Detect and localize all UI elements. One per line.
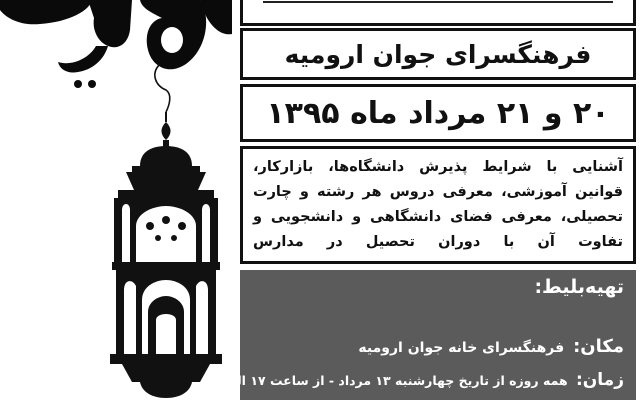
lantern-icon bbox=[110, 64, 222, 398]
event-dates: ۲۰ و ۲۱ مرداد ماه ۱۳۹۵ bbox=[266, 95, 610, 131]
place-line bbox=[358, 336, 624, 357]
place-value: فرهنگسرای خانه جوان ارومیه bbox=[358, 340, 565, 356]
time-label: زمان: bbox=[575, 370, 624, 390]
date-box bbox=[240, 84, 636, 142]
logo-calligraphy bbox=[0, 0, 232, 88]
description-box bbox=[240, 146, 636, 264]
time-line bbox=[204, 370, 636, 390]
venue-title: فرهنگسرای جوان ارومیه bbox=[284, 39, 592, 69]
time-value: همه روزه از تاریخ چهارشنبه ۱۳ مرداد - از ساعت ۱۷ الی ۱۹ bbox=[204, 373, 568, 388]
description-text: آشنایی با شرایط پذیرش دانشگاه‌ها، بازارکار، قوانین آموزشی، معرفی دروس هر رشته و چارت تحصیلی، معرفی فضای دانشگاهی و دانشجویی و تفاوت آن با دوران تحصیل در مدارس bbox=[253, 159, 623, 250]
tickets-heading: تهیه‌بلیط: bbox=[534, 276, 624, 298]
venue-box bbox=[240, 28, 636, 80]
top-banner-line bbox=[263, 0, 613, 3]
lantern-illustration bbox=[0, 0, 232, 400]
top-banner bbox=[240, 0, 636, 26]
place-label: مکان: bbox=[573, 336, 624, 357]
